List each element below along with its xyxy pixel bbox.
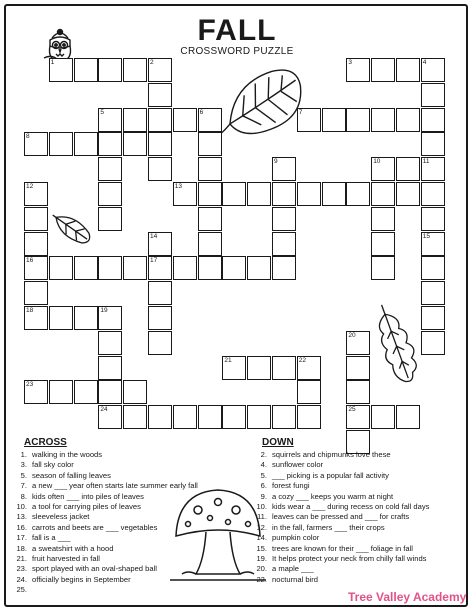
down-clue <box>250 533 429 543</box>
grid-cell[interactable] <box>173 108 197 132</box>
grid-cell[interactable] <box>396 405 420 429</box>
clue-text: a tool for carrying piles of leaves <box>32 502 141 512</box>
clue-number: 4 <box>422 59 427 66</box>
clue-text: nocturnal bird <box>272 574 319 584</box>
grid-cell[interactable] <box>297 380 321 404</box>
across-clue <box>10 512 198 522</box>
clue-number: 8. <box>20 491 27 501</box>
grid-cell[interactable] <box>24 182 48 206</box>
clue-number: 25. <box>16 585 27 595</box>
grid-cell[interactable] <box>24 256 48 280</box>
clue-number: 23. <box>16 564 27 574</box>
grid-cell[interactable] <box>24 207 48 231</box>
grid-cell[interactable] <box>396 157 420 181</box>
grid-cell[interactable] <box>198 182 222 206</box>
grid-cell[interactable] <box>346 108 370 132</box>
grid-cell[interactable] <box>346 380 370 404</box>
clue-number: 13 <box>174 183 183 190</box>
clue-number: 9 <box>274 158 278 166</box>
clue-number: 14 <box>150 232 158 240</box>
across-clue <box>10 450 198 460</box>
grid-cell[interactable] <box>421 207 445 231</box>
clue-text: officially begins in September <box>32 574 131 584</box>
clue-number: 15 <box>422 232 431 240</box>
grid-cell[interactable] <box>148 281 172 305</box>
down-heading: DOWN <box>262 437 294 448</box>
clue-number: 1. <box>20 450 27 459</box>
down-clue <box>250 544 429 554</box>
clue-number: 15. <box>256 543 267 553</box>
grid-cell[interactable] <box>421 331 445 355</box>
grid-cell[interactable] <box>24 281 48 305</box>
page-subtitle: CROSSWORD PUZZLE <box>180 46 294 57</box>
grid-cell[interactable] <box>173 405 197 429</box>
grid-cell[interactable] <box>148 256 172 280</box>
clue-number: 20 <box>348 331 356 339</box>
clue-text: walking in the woods <box>32 450 103 459</box>
clue-number: 18 <box>26 307 34 314</box>
grid-cell[interactable] <box>148 232 172 256</box>
grid-cell[interactable] <box>98 132 122 156</box>
grid-cell[interactable] <box>173 256 197 280</box>
grid-cell[interactable] <box>222 256 246 280</box>
grid-cell[interactable] <box>371 207 395 231</box>
across-clue <box>10 585 198 595</box>
clue-number: 6. <box>260 481 267 491</box>
grid-cell[interactable] <box>24 232 48 256</box>
clue-number: 23 <box>26 381 34 389</box>
clue-number: 10. <box>256 502 267 512</box>
grid-cell[interactable] <box>98 207 122 231</box>
grid-cell[interactable] <box>421 281 445 305</box>
grid-cell[interactable] <box>371 256 395 280</box>
grid-cell[interactable] <box>272 232 296 256</box>
grid-cell[interactable] <box>98 380 122 404</box>
grid-cell[interactable] <box>49 132 73 156</box>
across-clue <box>10 544 198 554</box>
clue-number: 14. <box>256 533 267 543</box>
grid-cell[interactable] <box>322 108 346 132</box>
clue-number: 19 <box>100 307 108 314</box>
grid-cell[interactable] <box>123 58 147 82</box>
grid-cell[interactable] <box>346 58 370 82</box>
across-clue <box>10 492 198 502</box>
clue-number: 21. <box>16 554 27 564</box>
grid-cell[interactable] <box>421 157 445 181</box>
clue-text: a sweatshirt with a hood <box>32 543 114 553</box>
across-clue <box>10 460 198 470</box>
clue-number: 13. <box>16 512 27 522</box>
clue-text: fall is a ___ <box>32 533 71 543</box>
grid-cell[interactable] <box>98 331 122 355</box>
grid-cell[interactable] <box>322 182 346 206</box>
grid-cell[interactable] <box>371 58 395 82</box>
clue-number: 5. <box>20 470 27 480</box>
grid-cell[interactable] <box>24 306 48 330</box>
brand-footer: Tree Valley Academy <box>348 590 467 604</box>
grid-cell[interactable] <box>74 380 98 404</box>
grid-cell[interactable] <box>421 306 445 330</box>
down-clue-list <box>250 450 429 585</box>
grid-cell[interactable] <box>421 232 445 256</box>
across-clue <box>10 481 198 491</box>
across-clue <box>10 471 198 481</box>
grid-cell[interactable] <box>371 157 395 181</box>
clue-text: carrots and beets are ___ vegetables <box>32 522 158 532</box>
clue-text: season of falling leaves <box>32 470 111 480</box>
clue-number: 4. <box>260 460 267 470</box>
clue-number: 20. <box>256 564 267 574</box>
grid-cell[interactable] <box>123 405 147 429</box>
clue-number: 16. <box>16 522 27 532</box>
clue-number: 25 <box>348 406 356 414</box>
grid-cell[interactable] <box>198 132 222 156</box>
grid-cell[interactable] <box>49 380 73 404</box>
grid-cell[interactable] <box>272 157 296 181</box>
grid-cell[interactable] <box>222 182 246 206</box>
clue-number: 22. <box>256 574 267 584</box>
grid-cell[interactable] <box>98 405 122 429</box>
grid-cell[interactable] <box>123 380 147 404</box>
clue-number: 8 <box>26 133 30 141</box>
grid-cell[interactable] <box>198 256 222 280</box>
clue-number: 10. <box>16 502 27 512</box>
grid-cell[interactable] <box>222 356 246 380</box>
grid-cell[interactable] <box>396 58 420 82</box>
grid-cell[interactable] <box>148 306 172 330</box>
grid-cell[interactable] <box>346 182 370 206</box>
grid-cell[interactable] <box>98 182 122 206</box>
down-clue <box>250 523 429 533</box>
grid-cell[interactable] <box>371 108 395 132</box>
clue-number: 3 <box>348 59 353 66</box>
clue-number: 17 <box>150 257 158 265</box>
grid-cell[interactable] <box>123 132 147 156</box>
clue-text: a cozy ___ keeps you warm at night <box>272 491 394 501</box>
grid-cell[interactable] <box>148 331 172 355</box>
clue-number: 5 <box>100 108 105 116</box>
clue-text: sunflower color <box>272 460 324 470</box>
down-clue <box>250 502 429 512</box>
down-clue <box>250 575 429 585</box>
down-clue <box>250 481 429 491</box>
grid-cell[interactable] <box>272 182 296 206</box>
grid-cell[interactable] <box>49 58 73 82</box>
across-clue <box>10 564 198 574</box>
grid-cell[interactable] <box>396 108 420 132</box>
grid-cell[interactable] <box>297 182 321 206</box>
clue-number: 2. <box>260 450 267 459</box>
grid-cell[interactable] <box>297 356 321 380</box>
grid-cell[interactable] <box>198 232 222 256</box>
grid-cell[interactable] <box>297 108 321 132</box>
clue-text: a maple ___ <box>272 564 314 574</box>
clue-text: It helps protect your neck from chilly fall winds <box>272 554 427 564</box>
across-heading: ACROSS <box>24 437 67 448</box>
grid-cell[interactable] <box>272 256 296 280</box>
grid-cell[interactable] <box>272 405 296 429</box>
clue-number: 21 <box>224 356 232 364</box>
across-clue <box>10 523 198 533</box>
clue-number: 11. <box>257 512 267 522</box>
grid-cell[interactable] <box>74 58 98 82</box>
clue-number: 22 <box>298 356 307 364</box>
clue-text: a new ___ year often starts late summer early fall <box>32 481 198 491</box>
grid-cell[interactable] <box>98 356 122 380</box>
grid-cell[interactable] <box>371 232 395 256</box>
grid-cell[interactable] <box>346 356 370 380</box>
grid-cell[interactable] <box>421 83 445 107</box>
grid-cell[interactable] <box>198 405 222 429</box>
clue-number: 11 <box>422 158 430 166</box>
grid-cell[interactable] <box>98 108 122 132</box>
grid-cell[interactable] <box>346 405 370 429</box>
clue-text: fruit harvested in fall <box>32 554 100 564</box>
clue-number: 18. <box>16 543 27 553</box>
clue-number: 3. <box>20 460 27 470</box>
grid-cell[interactable] <box>173 182 197 206</box>
grid-cell[interactable] <box>247 356 271 380</box>
grid-cell[interactable] <box>222 405 246 429</box>
grid-cell[interactable] <box>148 108 172 132</box>
clue-number: 1 <box>50 59 55 66</box>
clue-number: 7 <box>298 108 303 116</box>
grid-cell[interactable] <box>24 132 48 156</box>
clue-number: 5. <box>260 470 267 480</box>
grid-cell[interactable] <box>24 380 48 404</box>
clue-number: 6 <box>199 108 204 116</box>
grid-cell[interactable] <box>148 157 172 181</box>
clue-text: pumpkin color <box>272 533 320 543</box>
across-clue-list <box>10 450 198 596</box>
grid-cell[interactable] <box>148 405 172 429</box>
clue-text: sleeveless jacket <box>32 512 90 522</box>
grid-cell[interactable] <box>74 132 98 156</box>
clue-text: sport played with an oval-shaped ball <box>32 564 157 574</box>
clue-text: kids wear a ___ during recess on cold fall days <box>272 502 430 512</box>
grid-cell[interactable] <box>396 182 420 206</box>
down-clue <box>250 471 429 481</box>
grid-cell[interactable] <box>421 182 445 206</box>
grid-cell[interactable] <box>371 182 395 206</box>
grid-cell[interactable] <box>98 256 122 280</box>
grid-cell[interactable] <box>123 108 147 132</box>
grid-cell[interactable] <box>98 157 122 181</box>
across-clue <box>10 575 198 585</box>
grid-cell[interactable] <box>272 207 296 231</box>
grid-cell[interactable] <box>98 58 122 82</box>
clue-text: forest fungi <box>272 481 310 491</box>
down-clue <box>250 512 429 522</box>
grid-cell[interactable] <box>74 306 98 330</box>
down-clue <box>250 564 429 574</box>
clue-text: leaves can be pressed and ___ for crafts <box>272 512 410 522</box>
clue-number: 9. <box>260 491 267 501</box>
grid-cell[interactable] <box>421 256 445 280</box>
clue-number: 24 <box>100 406 108 414</box>
grid-cell[interactable] <box>247 405 271 429</box>
clue-text: fall sky color <box>32 460 74 470</box>
grid-cell[interactable] <box>148 58 172 82</box>
grid-cell[interactable] <box>74 256 98 280</box>
grid-cell[interactable] <box>49 256 73 280</box>
clue-number: 19. <box>256 554 267 564</box>
grid-cell[interactable] <box>421 108 445 132</box>
grid-cell[interactable] <box>123 256 147 280</box>
grid-cell[interactable] <box>148 83 172 107</box>
grid-cell[interactable] <box>247 256 271 280</box>
clue-text: squirrels and chipmunks love these <box>272 450 391 459</box>
clue-number: 2 <box>150 59 154 66</box>
clue-number: 12 <box>26 183 34 190</box>
grid-cell[interactable] <box>421 58 445 82</box>
grid-cell[interactable] <box>297 405 321 429</box>
grid-cell[interactable] <box>198 207 222 231</box>
across-clue <box>10 533 198 543</box>
down-clue <box>250 554 429 564</box>
down-clue <box>250 450 429 460</box>
clue-number: 12. <box>256 522 267 532</box>
clue-number: 16 <box>26 257 34 265</box>
clue-text: trees are known for their ___ foliage in fall <box>272 543 413 553</box>
grid-cell[interactable] <box>148 132 172 156</box>
across-clue <box>10 502 198 512</box>
grid-cell[interactable] <box>198 157 222 181</box>
grid-cell[interactable] <box>346 331 370 355</box>
clue-text: kids often ___ into piles of leaves <box>32 491 144 501</box>
clue-number: 10 <box>373 158 381 166</box>
grid-cell[interactable] <box>98 306 122 330</box>
across-clue <box>10 554 198 564</box>
grid-cell[interactable] <box>421 132 445 156</box>
grid-cell[interactable] <box>371 405 395 429</box>
down-clue <box>250 460 429 470</box>
clue-number: 24. <box>16 574 27 584</box>
clue-text: ___ picking is a popular fall activity <box>272 470 389 480</box>
page-title: FALL <box>197 14 277 47</box>
grid-cell[interactable] <box>272 356 296 380</box>
grid-cell[interactable] <box>247 182 271 206</box>
down-clue <box>250 492 429 502</box>
grid-cell[interactable] <box>49 306 73 330</box>
grid-cell[interactable] <box>198 108 222 132</box>
clue-number: 7. <box>20 481 27 491</box>
clue-text: in the fall, farmers ___ their crops <box>272 522 385 532</box>
clue-number: 17. <box>16 533 27 543</box>
